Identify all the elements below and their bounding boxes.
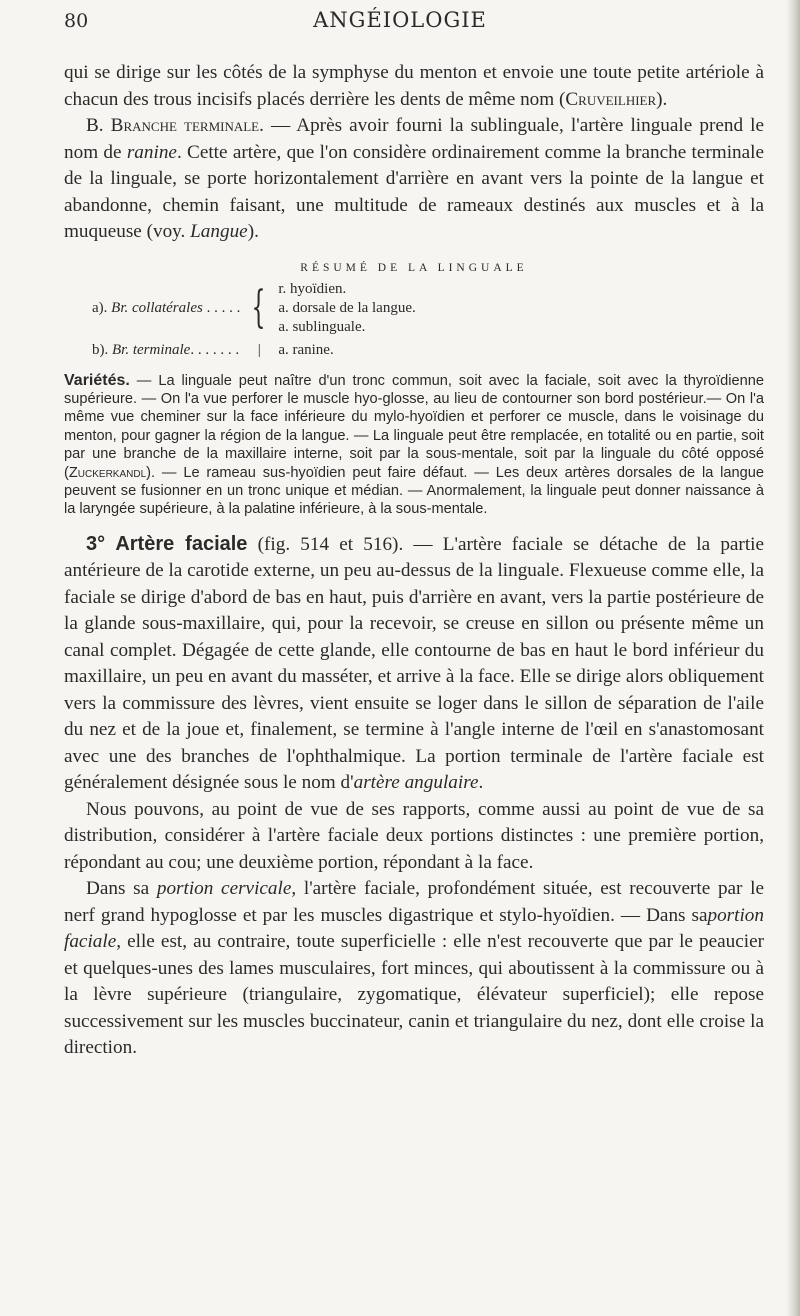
- resume-item: a. dorsale de la langue.: [278, 299, 416, 316]
- paragraph-nous-pouvons: Nous pouvons, au point de vue de ses rapports, comme aussi au point de vue de sa distribution, considérer à l'artère faciale deux portions distinctes : une première portion, répondant au cou; une deuxième portion, répondant à la face.: [64, 798, 764, 873]
- running-head: ANGÉIOLOGIE: [313, 8, 487, 32]
- resume-title: RÉSUMÉ DE LA LINGUALE: [300, 261, 528, 274]
- resume-item: a. ranine.: [278, 341, 334, 358]
- paragraph-dans-sa-portion: Dans sa portion cervicale, l'artère faciale, profondément située, est recouverte par le nerf grand hypoglosse et par les muscles digastrique et stylo-hyoïdien. — Dans saportion faciale, elle est, au contraire, toute superficielle : elle n'est recouverte que par le peaucier et quelques-unes des lames musculaires, fort minces, qui aboutissent à la commissure ou à la lèvre supérieure (triangulaire, zygomatique, élévateur superficiel); elle repose successivement sur les muscles buccinateur, canin et triangulaire du nez, dont elle croise la direction.: [64, 878, 765, 1059]
- page-content: [64, 60, 764, 1062]
- resume-table: [92, 280, 416, 360]
- term-ranine: ranine: [126, 141, 177, 163]
- paragraph-artere-faciale: 3° Artère faciale (fig. 514 et 516). — L'artère faciale se détache de la partie antérieure de la carotide externe, un peu au-dessus de la linguale. Flexueuse comme elle, la faciale se dirige d'abord de bas en haut, puis d'arrière en avant, vers la partie postérieure de la glande sous-maxillaire, qui, pour la recevoir, se creuse en sillon ou présente même un canal complet. Dégagée de cette glande, elle contourne de bas en haut le bord inférieur du maxillaire, un peu en avant du masséter, et arrive à la face. Elle se dirige alors obliquement vers la commissure des lèvres, vient ensuite se loger dans le sillon de séparation de l'aile du nez et de la joue et, finalement, se termine à l'angle interne de l'œil en s'anastomosant avec une des branches de l'ophthalmique. La portion terminale de l'artère faciale est généralement désignée sous le nom d'artère angulaire.: [64, 532, 764, 794]
- paragraph-varietes: Variétés. — La linguale peut naître d'un tronc commun, soit avec la faciale, soit avec la thyroïdienne supérieure. — On l'a vue perforer le muscle hyo-glosse, au lieu de contourner son bord postérieur.— On l'a même vue cheminer sur la face inférieure du mylo-hyoïdien et perforer ce muscle, dans le voisinage du menton, pour gagner la région de la langue. — La linguale peut être remplacée, en totalité ou en partie, soit par une branche de la maxillaire interne, soit par la sous-mentale, soit par la linguale du côté opposé (Zuckerkandl). — Le rameau sus-hyoïdien peut faire défaut. — Les deux artères dorsales de la langue peuvent se fusionner en un tronc unique et médian. — Anormalement, la linguale peut donner naissance à la laryngée supérieure, à la palatine inférieure, à la sous-mentale.: [64, 371, 764, 518]
- section-heading: 3° Artère faciale: [86, 532, 248, 555]
- resume-item: r. hyoïdien.: [278, 280, 347, 297]
- resume-item: a. sublinguale.: [278, 318, 366, 335]
- paragraph-branche-terminale: B. Branche terminale. — Après avoir fourni la sublinguale, l'artère linguale prend le nom de ranine. Cette artère, que l'on considère ordinairement comme la branche terminale de la linguale, se porte horizontalement d'arrière en avant vers la pointe de la langue et abandonne, chemin faisant, une multitude de rameaux destinés aux muscles et à la muqueuse (voy. Langue).: [64, 115, 764, 242]
- term-portion-cervicale: portion cervicale: [156, 878, 292, 900]
- varietes-label: Variétés.: [64, 371, 130, 389]
- author-zuckerkandl: Zuckerkandl: [68, 464, 147, 481]
- page-edge: [786, 0, 800, 1316]
- bar-divider: |: [257, 341, 261, 358]
- author-cruveilhier: Cruveilhier: [565, 88, 657, 110]
- resume-row-terminale: b). Br. terminale. . . . . . . | a. ranine.: [92, 337, 416, 360]
- page-header: [0, 8, 800, 36]
- section-label: B. Branche terminale.: [86, 115, 264, 136]
- brace-icon: {: [251, 282, 266, 333]
- resume-row-collaterales: a). Br. collatérales . . . . . { r. hyoïdien. a. dorsale de la langue. a. sublinguale.: [92, 280, 416, 335]
- page-number: 80: [64, 10, 89, 32]
- term-artere-angulaire: artère angulaire: [353, 772, 479, 794]
- figure-ref: (fig. 514 et 516).: [247, 533, 404, 555]
- term-portion-faciale: portion faciale: [64, 904, 764, 953]
- crossref-langue: Langue: [190, 221, 248, 242]
- paragraph-intro: qui se dirige sur les côtés de la symphyse du menton et envoie une toute petite artériole à chacun des trous incisifs placés derrière les dents de même nom (Cruveilhier).: [64, 62, 764, 110]
